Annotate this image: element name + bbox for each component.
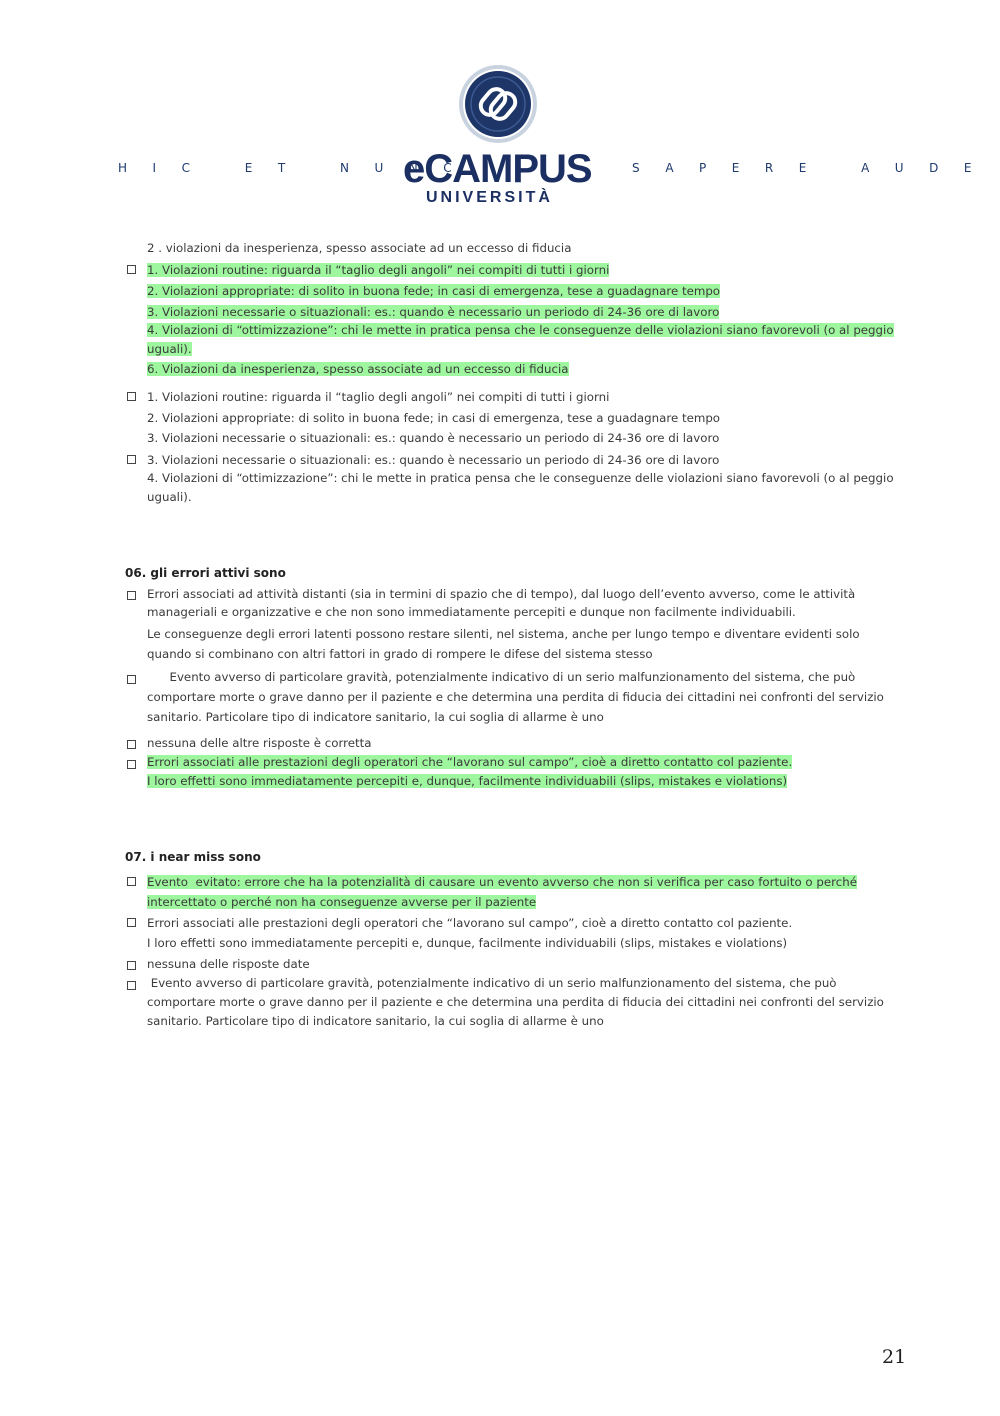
- answer-line: 2. Violazioni appropriate: di solito in buona fede; in casi di emergenza, tese a guadagnare tempo: [147, 411, 721, 425]
- answer-line: Evento avverso di particolare gravità, potenzialmente indicativo di un serio malfunzionamento del sistema, che può: [147, 670, 856, 684]
- answer-checkbox[interactable]: [127, 981, 136, 990]
- answer-line: comportare morte o grave danno per il paziente e che determina una perdita di fiducia dei cittadini nei confronti del servizio: [147, 995, 884, 1009]
- answer-checkbox[interactable]: [127, 918, 136, 927]
- answer-line: I loro effetti sono immediatamente percepiti e, dunque, facilmente individuabili (slips, mistakes e violations): [147, 774, 788, 788]
- answer-line: 6. Violazioni da inesperienza, spesso associate ad un eccesso di fiducia: [147, 362, 569, 376]
- question-title: 07. i near miss sono: [125, 850, 261, 864]
- answer-line: nessuna delle altre risposte è corretta: [147, 736, 372, 750]
- answer-checkbox[interactable]: [127, 265, 136, 274]
- answer-line: intercettato o perché non ha conseguenze avverse per il paziente: [147, 895, 537, 909]
- answer-checkbox[interactable]: [127, 392, 136, 401]
- answer-line: Errori associati ad attività distanti (sia in termini di spazio che di tempo), dal luogo dell’evento avverso, come le attività: [147, 587, 856, 601]
- answer-line: Errori associati alle prestazioni degli operatori che “lavorano sul campo”, cioè a diretto contatto col paziente.: [147, 916, 793, 930]
- answer-line: 3. Violazioni necessarie o situazionali: es.: quando è necessario un periodo di 24-36 ore di lavoro: [147, 305, 720, 319]
- question-title: 06. gli errori attivi sono: [125, 566, 286, 580]
- answer-line: 3. Violazioni necessarie o situazionali: es.: quando è necessario un periodo di 24-36 ore di lavoro: [147, 431, 720, 445]
- answer-line: 2. Violazioni appropriate: di solito in buona fede; in casi di emergenza, tese a guadagnare tempo: [147, 284, 721, 298]
- answer-checkbox[interactable]: [127, 961, 136, 970]
- answer-checkbox[interactable]: [127, 760, 136, 769]
- intro-line: 2 . violazioni da inesperienza, spesso associate ad un eccesso di fiducia: [147, 241, 572, 255]
- answer-checkbox[interactable]: [127, 591, 136, 600]
- answer-line: sanitario. Particolare tipo di indicatore sanitario, la cui soglia di allarme è uno: [147, 1014, 604, 1028]
- motto-left: HIC ET NUNC: [118, 161, 478, 175]
- answer-line: Errori associati alle prestazioni degli operatori che “lavorano sul campo”, cioè a diretto contatto col paziente.: [147, 755, 793, 769]
- answer-checkbox[interactable]: [127, 455, 136, 464]
- answer-line: quando si combinano con altri fattori in grado di rompere le difese del sistema stesso: [147, 647, 653, 661]
- answer-line: I loro effetti sono immediatamente percepiti e, dunque, facilmente individuabili (slips, mistakes e violations): [147, 936, 788, 950]
- answer-line: 1. Violazioni routine: riguarda il “taglio degli angoli” nei compiti di tutti i giorni: [147, 263, 610, 277]
- answer-line: 3. Violazioni necessarie o situazionali: es.: quando è necessario un periodo di 24-36 ore di lavoro: [147, 453, 720, 467]
- brand-name: eCAMPUS: [403, 147, 592, 191]
- answer-line: 4. Violazioni di “ottimizzazione”: chi le mette in pratica pensa che le conseguenze delle violazioni siano favorevoli (o al peggio: [147, 471, 894, 485]
- answer-line: manageriali e organizzative e che non sono immediatamente percepiti e dunque non facilmente individuabili.: [147, 605, 796, 619]
- motto-right: SAPERE AUDE: [632, 161, 997, 175]
- answer-line: Evento evitato: errore che ha la potenzialità di causare un evento avverso che non si verifica per caso fortuito o perché: [147, 875, 857, 889]
- answer-checkbox[interactable]: [127, 877, 136, 886]
- answer-line: comportare morte o grave danno per il paziente e che determina una perdita di fiducia dei cittadini nei confronti del servizio: [147, 690, 884, 704]
- page-number: 21: [882, 1346, 907, 1368]
- answer-line: uguali).: [147, 342, 192, 356]
- university-seal-logo: [458, 64, 538, 144]
- answer-line: Evento avverso di particolare gravità, potenzialmente indicativo di un serio malfunzionamento del sistema, che può: [147, 976, 837, 990]
- answer-line: sanitario. Particolare tipo di indicatore sanitario, la cui soglia di allarme è uno: [147, 710, 604, 724]
- answer-line: uguali).: [147, 490, 192, 504]
- brand-subtitle: UNIVERSITÀ: [426, 189, 553, 206]
- answer-line: 4. Violazioni di “ottimizzazione”: chi le mette in pratica pensa che le conseguenze delle violazioni siano favorevoli (o al peggio: [147, 323, 894, 337]
- answer-checkbox[interactable]: [127, 740, 136, 749]
- page-header: [0, 0, 1000, 215]
- answer-line: nessuna delle risposte date: [147, 957, 310, 971]
- answer-line: 1. Violazioni routine: riguarda il “taglio degli angoli” nei compiti di tutti i giorni: [147, 390, 610, 404]
- answer-line: Le conseguenze degli errori latenti possono restare silenti, nel sistema, anche per lungo tempo e diventare evidenti solo: [147, 627, 860, 641]
- answer-checkbox[interactable]: [127, 675, 136, 684]
